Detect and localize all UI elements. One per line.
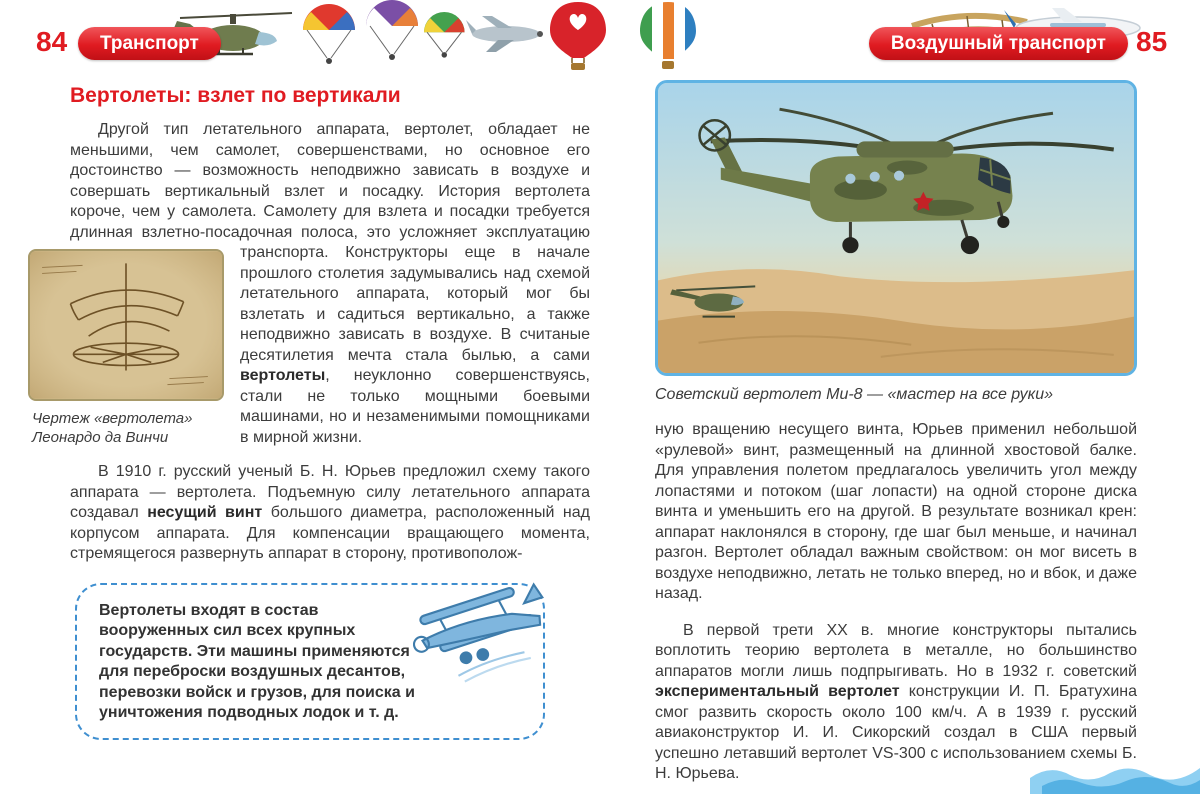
davinci-sketch-image xyxy=(28,249,224,401)
yuriev-paragraph xyxy=(70,462,590,565)
intro-part-2: эксплуатацию транспорта. Конструкторы еще в начале прошлого столетия задумывались над схемой летательного аппарата, который мог бы взлетать и садиться вертикально, а также неподвижно зависать в воздухе. В считаные десятилетия мечта стала былью, а сами xyxy=(240,223,590,364)
intro-part-1: Другой тип летательного аппарата, вертолет, обладает не меньшими, чем самолет, совершенствами, но основное его достоинство — возможность неподвижно зависать в воздухе и совершать вертикальный взлет и посадку. История вертолета короче, чем у самолета. Самолету для взлета и посадки требуется длинная взлетно-посадочная полоса, это усложняет xyxy=(70,121,590,241)
biplane-icon xyxy=(413,569,551,687)
yuriev-bold-phrase: несущий винт xyxy=(147,504,263,521)
banner-heart-balloon-icon xyxy=(550,2,606,70)
intro-bold-word: вертолеты xyxy=(240,367,326,384)
right-page-column xyxy=(655,80,1137,785)
davinci-sketch-figure xyxy=(28,249,224,447)
wave-decoration-icon xyxy=(1030,748,1200,794)
history-part-1: В первой трети XX в. многие конструкторы пытались воплотить теорию вертолета в металле, но большинство аппаратов могли лишь подпрыгивать. Но в 1932 г. советский xyxy=(655,621,1137,680)
yuriev-part-2: большого диаметра, расположенный над корпусом аппарата. Для компенсации вращающего момента, стремящегося развернуть аппарат в сторону, противополож- xyxy=(70,504,590,562)
history-part-2: конструкции И. П. Братухина смог развить скорость около 100 км/ч. А в 1939 г. русский авиаконструктор И. И. Сикорский создал в США первый успешно летавший вертолет VS-300 с использованием схемы Б. Н. Юрьева. xyxy=(655,683,1138,782)
sketch-caption-line1: Чертеж «вертолета» xyxy=(32,410,193,427)
fact-box-text: Вертолеты входят в состав вооруженных сил всех крупных государств. Эти машины применяются для переброски воздушных десантов, перевозки войск и грузов, для поиска и уничтожения подводных лодок и т. д. xyxy=(99,601,415,721)
section-ribbon-right: Воздушный транспорт xyxy=(869,27,1128,60)
sketch-caption-line2: Леонардо да Винчи xyxy=(32,429,169,446)
sketch-caption xyxy=(28,409,224,447)
intro-paragraph xyxy=(32,120,590,448)
banner-plane-icon xyxy=(466,16,543,52)
photo-caption: Советский вертолет Ми-8 — «мастер на все руки» xyxy=(655,386,1054,403)
left-page-column xyxy=(32,84,590,740)
yuriev-part-1: В 1910 г. русский ученый Б. Н. Юрьев предложил схему такого аппарата — вертолета. Подъемную силу летательного аппарата создавал xyxy=(70,463,590,521)
mi8-photo xyxy=(655,80,1137,376)
banner-parachutes-icon xyxy=(303,0,465,64)
fact-box xyxy=(75,583,545,740)
page-number-right: 85 xyxy=(1136,26,1168,57)
banner-striped-balloon-icon xyxy=(636,0,698,69)
history-bold-phrase: экспериментальный вертолет xyxy=(655,683,900,700)
article-title: Вертолеты: взлет по вертикали xyxy=(70,84,401,107)
intro-part-3: , неуклонно совершенствуясь, стали не только мощными боевыми машинами, но и незаменимыми помощниками в мирной жизни. xyxy=(240,367,590,446)
tail-rotor-paragraph: ную вращению несущего винта, Юрьев применил небольшой «рулевой» винт, размещенный на длинной хвостовой балке. Для управления полетом предлагалось увеличить угол между лопастями и потоком (шаг лопасти) на одной стороне диска винта и уменьшить его на другой. В результате возникал крен: аппарат наклонялся в сторону, где шаг был меньше, и начинал разгон. Вертолет обладал важным свойством: он мог висеть в воздухе неподвижно, летать не только вперед, но и вбок, и даже назад. xyxy=(655,421,1137,602)
section-ribbon-left: Транспорт xyxy=(78,27,221,60)
page-number-left: 84 xyxy=(36,26,68,57)
